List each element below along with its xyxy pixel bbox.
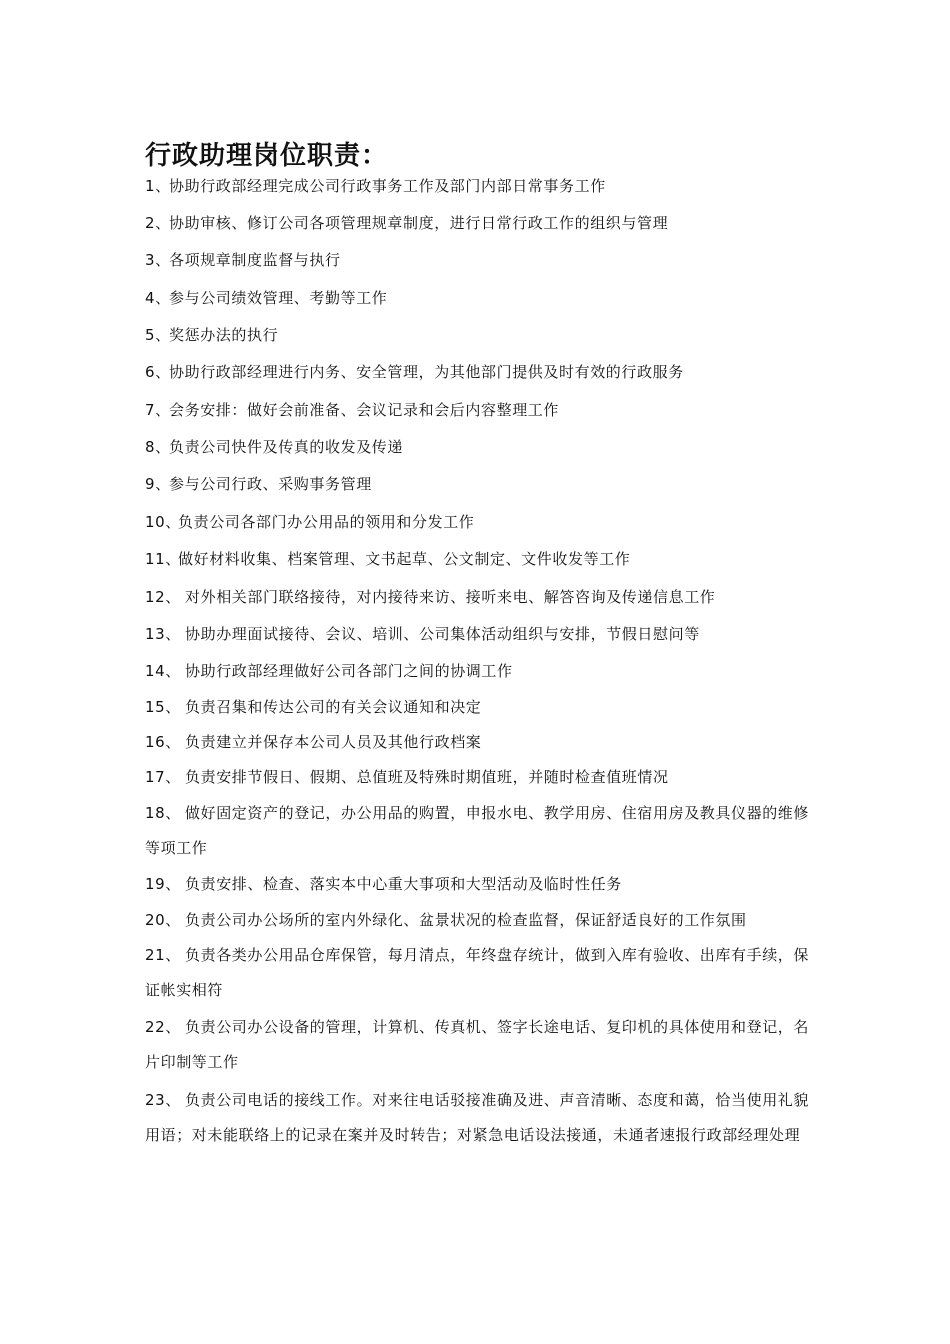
duty-item-18 [145,796,810,866]
item-text: 负责安排、检查、落实本中心重大事项和大型活动及临时性任务 [185,875,622,893]
item-text: 负责建立并保存本公司人员及其他行政档案 [185,733,482,751]
item-number: 14、 [145,662,181,680]
item-number: 11、 [145,550,181,568]
duty-item-11 [145,542,810,577]
duty-item-21 [145,938,810,1008]
item-number: 20、 [145,911,181,929]
item-number: 15、 [145,698,181,716]
item-text: 奖惩办法的执行 [169,326,279,344]
item-number: 23、 [145,1091,181,1109]
item-number: 17、 [145,768,181,786]
item-text: 负责安排节假日、假期、总值班及特殊时期值班，并随时检查值班情况 [185,768,669,786]
duty-item-13 [145,617,810,652]
duty-item-20 [145,903,810,938]
item-text: 做好固定资产的登记，办公用品的购置，申报水电、教学用房、住宿用房及教具仪器的维修等项工作 [145,804,810,857]
duty-item-7 [145,393,810,428]
duty-item-23 [145,1083,810,1153]
duty-item-22 [145,1010,810,1080]
item-text: 对外相关部门联络接待，对内接待来访、接听来电、解答咨询及传递信息工作 [185,588,716,606]
duty-item-10 [145,505,810,540]
duty-item-14 [145,654,810,689]
item-number: 10、 [145,513,181,531]
duty-item-15 [145,690,810,725]
item-text: 负责公司电话的接线工作。对来往电话驳接准确及进、声音清晰、态度和蔼，恰当使用礼貌用语；对未能联络上的记录在案并及时转告；对紧急电话设法接通，未通者速报行政部经理处理 [145,1091,810,1144]
item-text: 协助审核、修订公司各项管理规章制度，进行日常行政工作的组织与管理 [169,214,669,232]
item-number: 3、 [145,251,171,269]
duty-item-1 [145,169,810,204]
item-text: 负责各类办公用品仓库保管，每月清点，年终盘存统计，做到入库有验收、出库有手续，保证帐实相符 [145,946,810,999]
item-number: 9、 [145,475,171,493]
item-number: 19、 [145,875,181,893]
duty-item-9 [145,467,810,502]
item-number: 8、 [145,438,171,456]
item-text: 负责召集和传达公司的有关会议通知和决定 [185,698,482,716]
duty-item-19 [145,867,810,902]
item-text: 协助行政部经理做好公司各部门之间的协调工作 [185,662,513,680]
item-text: 负责公司各部门办公用品的领用和分发工作 [178,513,475,531]
item-text: 负责公司办公设备的管理，计算机、传真机、签字长途电话、复印机的具体使用和登记，名片印制等工作 [145,1018,810,1071]
item-number: 1、 [145,177,171,195]
duty-item-3 [145,243,810,278]
item-number: 22、 [145,1018,181,1036]
duty-item-2 [145,206,810,241]
item-number: 2、 [145,214,171,232]
item-number: 13、 [145,625,181,643]
item-number: 5、 [145,326,171,344]
item-number: 16、 [145,733,181,751]
item-text: 参与公司行政、采购事务管理 [169,475,372,493]
item-text: 协助办理面试接待、会议、培训、公司集体活动组织与安排，节假日慰问等 [185,625,700,643]
duty-item-16 [145,725,810,760]
item-text: 协助行政部经理完成公司行政事务工作及部门内部日常事务工作 [169,177,606,195]
item-text: 协助行政部经理进行内务、安全管理，为其他部门提供及时有效的行政服务 [169,363,684,381]
item-text: 负责公司快件及传真的收发及传递 [169,438,404,456]
duty-item-12 [145,580,810,615]
item-number: 4、 [145,289,171,307]
document-title: 行政助理岗位职责： [145,141,389,171]
item-number: 12、 [145,588,181,606]
item-number: 6、 [145,363,171,381]
duty-item-17 [145,760,810,795]
duty-item-4 [145,281,810,316]
item-text: 做好材料收集、档案管理、文书起草、公文制定、文件收发等工作 [178,550,631,568]
duty-item-6 [145,355,810,390]
item-number: 7、 [145,401,171,419]
item-text: 各项规章制度监督与执行 [169,251,341,269]
duty-item-5 [145,318,810,353]
item-text: 参与公司绩效管理、考勤等工作 [169,289,388,307]
item-text: 会务安排：做好会前准备、会议记录和会后内容整理工作 [169,401,560,419]
item-number: 21、 [145,946,181,964]
item-number: 18、 [145,804,181,822]
item-text: 负责公司办公场所的室内外绿化、盆景状况的检查监督，保证舒适良好的工作氛围 [185,911,747,929]
duty-item-8 [145,430,810,465]
